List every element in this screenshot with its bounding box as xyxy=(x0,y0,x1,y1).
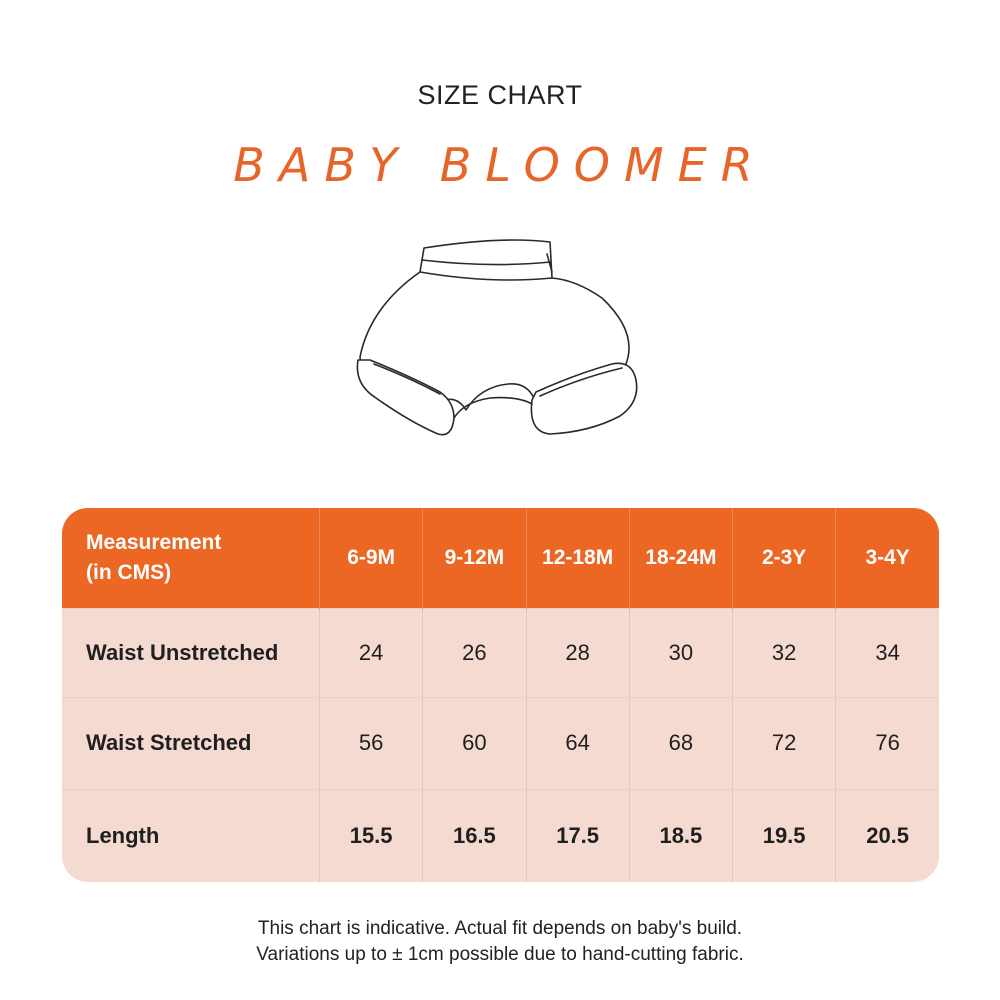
table-cell: 32 xyxy=(733,609,836,698)
size-header: 2-3Y xyxy=(733,508,836,609)
table-cell: 34 xyxy=(836,609,939,698)
table-cell: 76 xyxy=(836,698,939,789)
size-header: 6-9M xyxy=(320,508,423,609)
table-cell: 64 xyxy=(526,698,629,789)
table-cell: 18.5 xyxy=(629,789,732,882)
size-header: 3-4Y xyxy=(836,508,939,609)
table-cell: 60 xyxy=(423,698,526,789)
size-table xyxy=(62,508,939,882)
measurement-label: Measurement xyxy=(86,531,222,554)
table-cell: 72 xyxy=(733,698,836,789)
table-cell: 30 xyxy=(629,609,732,698)
size-chart-heading: SIZE CHART xyxy=(417,80,583,110)
table-cell: 24 xyxy=(320,609,423,698)
product-title: BABY BLOOMER xyxy=(233,138,767,192)
size-header: 12-18M xyxy=(526,508,629,609)
table-cell: 17.5 xyxy=(526,789,629,882)
bloomer-outline-icon xyxy=(340,232,660,447)
disclaimer-line: Variations up to ± 1cm possible due to hand-cutting fabric. xyxy=(256,944,744,965)
table-cell: 16.5 xyxy=(423,789,526,882)
table-row xyxy=(62,609,939,698)
row-label: Waist Unstretched xyxy=(62,609,320,698)
units-label: (in CMS) xyxy=(86,561,172,584)
size-header: 9-12M xyxy=(423,508,526,609)
measurement-header xyxy=(62,508,320,609)
row-label: Length xyxy=(62,789,320,882)
table-cell: 19.5 xyxy=(733,789,836,882)
disclaimer-line: This chart is indicative. Actual fit depends on baby's build. xyxy=(257,918,743,939)
disclaimer-note xyxy=(0,916,1000,968)
table-cell: 56 xyxy=(320,698,423,789)
table-cell: 68 xyxy=(629,698,732,789)
table-cell: 26 xyxy=(423,609,526,698)
row-label: Waist Stretched xyxy=(62,698,320,789)
table-cell: 20.5 xyxy=(836,789,939,882)
table-row xyxy=(62,789,939,882)
table-row xyxy=(62,698,939,789)
table-cell: 28 xyxy=(526,609,629,698)
table-cell: 15.5 xyxy=(320,789,423,882)
size-header: 18-24M xyxy=(629,508,732,609)
